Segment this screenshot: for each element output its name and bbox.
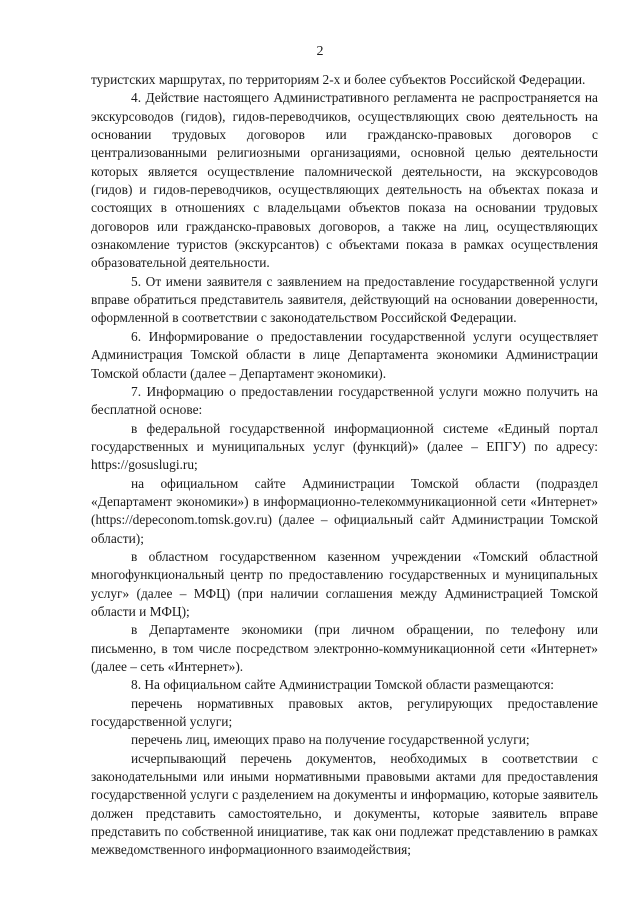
paragraph-eligible-persons: перечень лиц, имеющих право на получение государственной услуги; <box>131 732 530 748</box>
paragraph-item-6: 6. Информирование о предоставлении государственной услуги осуществляет Администрация Томской области в лице Департамента экономики Администрации Томской области (далее – Департамент экономики). <box>91 328 598 381</box>
paragraph-continuation: туристских маршрутах, по территориям 2-х и более субъектов Российской Федерации. <box>91 72 586 87</box>
paragraph-documents-list: исчерпывающий перечень документов, необходимых в соответствии с законодательными или иными нормативными правовыми актами для предоставления государственной услуги с разделением на документы и информацию, которые заявитель должен представить самостоятельно, и документы, которые заявитель вправе представить по собственной инициативе, так как они подлежат представлению в рамках межведомственного информационного взаимодействия; <box>91 750 598 858</box>
paragraph-official-site: на официальном сайте Администрации Томской области (подраздел «Департамент экономики») в информационно-телекоммуникационной сети «Интернет» (https://depeconom.tomsk.gov.ru) (далее – официальный сайт Администрации Томской области); <box>91 475 598 546</box>
paragraph-item-4: 4. Действие настоящего Административного регламента не распространяется на экскурсоводов (гидов), гидов-переводчиков, осуществляющих свою деятельность на основании трудовых договоров или гражданско-правовых договоров с централизованными религиозными организациями, основной целью деятельности которых является осуществление паломнической деятельности, на экскурсоводов (гидов) и гидов-переводчиков, осуществляющих деятельность на объектах показа и состоящих в отношениях с владельцами объектов показа на основании трудовых договоров или гражданско-правовых договоров, а также на лиц, осуществляющих ознакомление туристов (экскурсантов) с объектами показа в рамках осуществления образовательной деятельности. <box>91 90 598 271</box>
paragraph-epgu: в федеральной государственной информационной системе «Единый портал государственных и муниципальных услуг (функций)» (далее – ЕПГУ) по адресу: https://gosuslugi.ru; <box>91 420 598 473</box>
paragraph-legal-acts-list: перечень нормативных правовых актов, регулирующих предоставление государственной услуги; <box>91 695 598 730</box>
paragraph-item-7: 7. Информацию о предоставлении государственной услуги можно получить на бесплатной основе: <box>91 383 598 418</box>
page-number: 2 <box>316 44 324 59</box>
document-body <box>91 71 598 860</box>
paragraph-item-8: 8. На официальном сайте Администрации Томской области размещаются: <box>131 677 555 693</box>
paragraph-department: в Департаменте экономики (при личном обращении, по телефону или письменно, в том числе посредством электронно-коммуникационной сети «Интернет» (далее – сеть «Интернет»). <box>91 622 598 674</box>
paragraph-item-5: 5. От имени заявителя с заявлением на предоставление государственной услуги вправе обратиться представитель заявителя, действующий на основании доверенности, оформленной в соответствии с законодательством Российской Федерации. <box>91 273 598 326</box>
paragraph-mfc: в областном государственном казенном учреждении «Томский областной многофункциональный центр по предоставлению государственных и муниципальных услуг» (далее – МФЦ) (при наличии соглашения между Администрацией Томской области и МФЦ); <box>91 548 598 619</box>
